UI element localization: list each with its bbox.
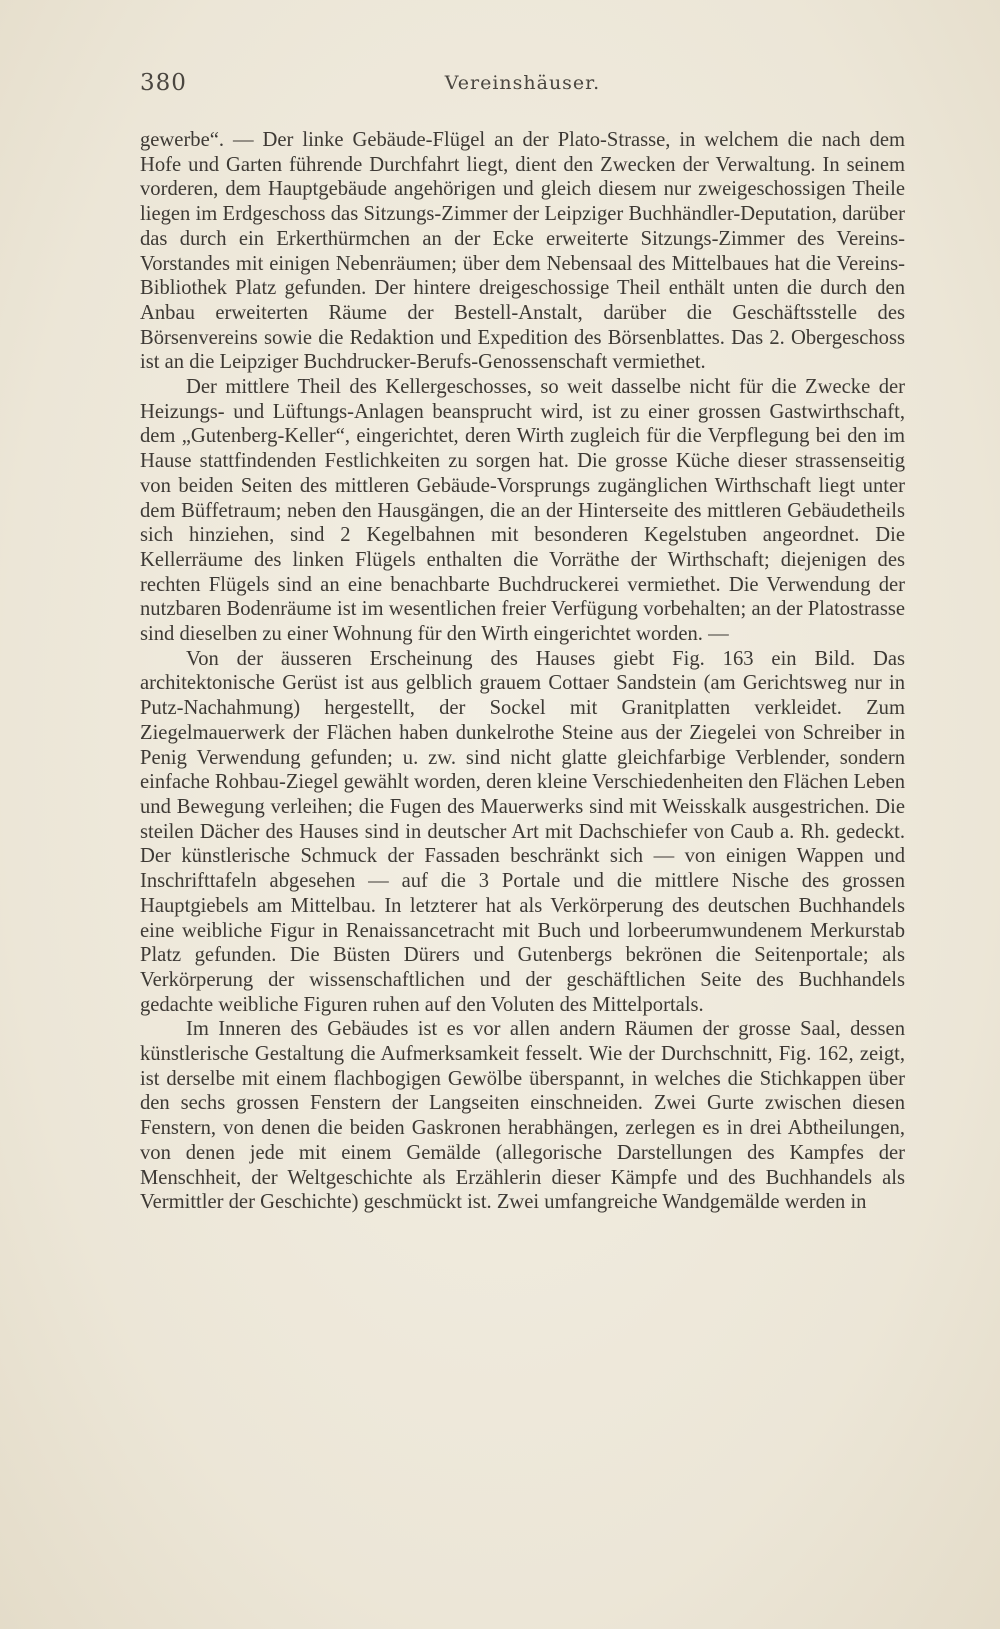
paragraph-cellar: Der mittlere Theil des Kellergeschosses, so weit dasselbe nicht für die Zwecke der Heizungs- und Lüftungs-Anlagen beansprucht wird, ist zu einer grossen Gastwirthschaft, dem „Gutenberg-Keller“, eingerichtet, deren Wirth zugleich für die Verpflegung bei den im Hause stattfindenden Festlichkeiten zu sorgen hat. Die grosse Küche dieser strassenseitig von beiden Seiten des mittleren Gebäude-Vorsprungs zugänglichen Wirthschaft liegt unter dem Büffetraum; neben den Hausgängen, die an der Hinterseite des mittleren Gebäudetheils sich hinziehen, sind 2 Kegelbahnen mit besonderen Kegelstuben angeordnet. Die Kellerräume des linken Flügels enthalten die Vorräthe der Wirthschaft; diejenigen des rechten Flügels sind an eine benachbarte Buchdruckerei vermiethet. Die Verwendung der nutzbaren Bodenräume ist im wesentlichen freier Verfügung vorbehalten; an der Platostrasse sind dieselben zu einer Wohnung für den Wirth eingerichtet worden. — — [140, 376, 905, 646]
running-title: Vereinshäuser. — [444, 72, 601, 94]
body-text — [140, 128, 905, 1215]
paragraph-exterior: Von der äusseren Erscheinung des Hauses giebt Fig. 163 ein Bild. Das architektonische Gerüst ist aus gelblich grauem Cottaer Sandstein (am Gerichtsweg nur in Putz-Nachahmung) hergestellt, der Sockel mit Granitplatten verkleidet. Zum Ziegelmauerwerk der Flächen haben dunkelrothe Steine aus der Ziegelei von Schreiber in Penig Verwendung gefunden; u. zw. sind nicht glatte gleichfarbige Verblender, sondern einfache Rohbau-Ziegel gewählt worden, deren kleine Verschiedenheiten den Flächen Leben und Bewegung verleihen; die Fugen des Mauerwerks sind mit Weisskalk ausgestrichen. Die steilen Dächer des Hauses sind in deutscher Art mit Dachschiefer von Caub a. Rh. gedeckt. Der künstlerische Schmuck der Fassaden beschränkt sich — von einigen Wappen und Inschrifttafeln abgesehen — auf die 3 Portale und die mittlere Nische des grossen Hauptgiebels am Mittelbau. In letzterer hat als Verkörperung des deutschen Buchhandels eine weibliche Figur in Renaissancetracht mit Buch und lorbeerumwundenem Merkurstab Platz gefunden. Die Büsten Dürers und Gutenbergs bekrönen die Seitenportale; als Verkörperung der wissenschaftlichen und der geschäftlichen Seite des Buchhandels gedachte weibliche Figuren ruhen auf den Voluten des Mittelportals. — [140, 647, 905, 1016]
page-number: 380 — [140, 70, 187, 96]
paragraph-interior-hall: Im Inneren des Gebäudes ist es vor allen andern Räumen der grosse Saal, dessen künstlerische Gestaltung die Aufmerksamkeit fesselt. Wie der Durchschnitt, Fig. 162, zeigt, ist derselbe mit einem flachbogigen Gewölbe überspannt, in welches die Stichkappen über den sechs grossen Fenstern der Langseiten einschneiden. Zwei Gurte zwischen diesen Fenstern, von denen die beiden Gaskronen herabhängen, zerlegen es in drei Abtheilungen, von denen jede mit einem Gemälde (allegorische Darstellungen des Kampfes der Menschheit, der Weltgeschichte als Erzählerin dieser Kämpfe und des Buchhandels als Vermittler der Geschichte) geschmückt ist. Zwei umfangreiche Wandgemälde werden in — [140, 1018, 905, 1214]
paragraph-administration-wing: gewerbe“. — Der linke Gebäude-Flügel an der Plato-Strasse, in welchem die nach dem Hofe und Garten führende Durchfahrt liegt, dient den Zwecken der Verwaltung. In seinem vorderen, dem Hauptgebäude angehörigen und gleich diesem nur zweigeschossigen Theile liegen im Erdgeschoss das Sitzungs-Zimmer der Leipziger Buchhändler-Deputation, darüber das durch ein Erkerthürmchen an der Ecke erweiterte Sitzungs-Zimmer des Vereins-Vorstandes mit einigen Nebenräumen; über dem Nebensaal des Mittelbaues hat die Vereins-Bibliothek Platz gefunden. Der hintere dreigeschossige Theil enthält unten die durch den Anbau erweiterten Räume der Bestell-Anstalt, darüber die Geschäftsstelle des Börsenvereins sowie die Redaktion und Expedition des Börsenblattes. Das 2. Obergeschoss ist an die Leipziger Buchdrucker-Berufs-Genossenschaft vermiethet. — [140, 129, 905, 374]
page-header — [140, 70, 905, 104]
